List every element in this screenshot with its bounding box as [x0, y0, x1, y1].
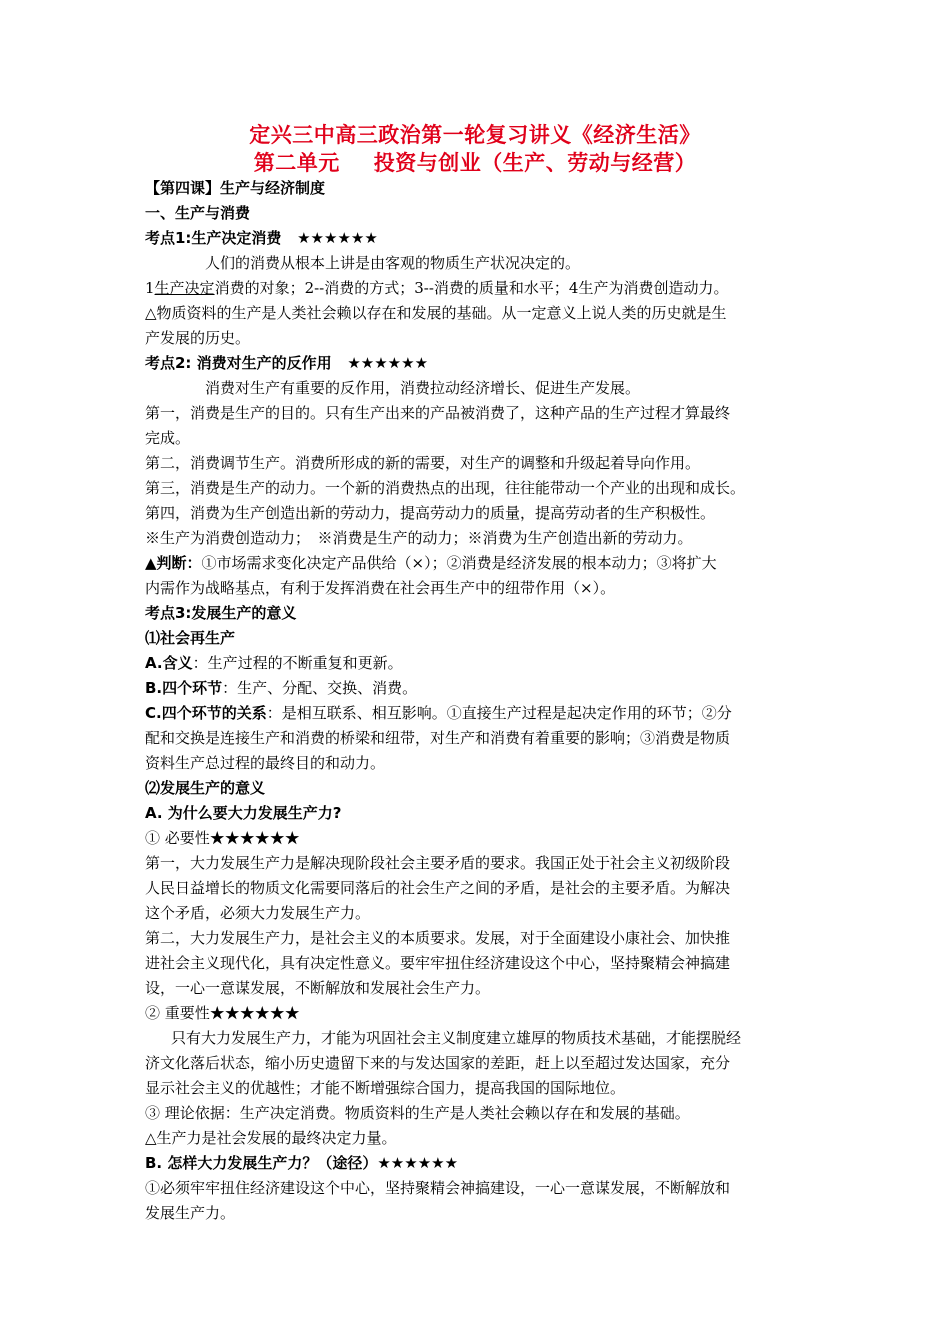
- importance-heading: [145, 1001, 811, 1026]
- paragraph-line: 发展生产力。: [145, 1204, 236, 1222]
- paragraph-line: 配和交换是连接生产和消费的桥梁和纽带，对生产和消费有着重要的影响；③消费是物质: [145, 729, 731, 747]
- paragraph-line: 第四，消费为生产创造出新的劳动力，提高劳动力的质量，提高劳动者的生产积极性。: [145, 504, 716, 522]
- key-point-2-heading: [145, 351, 811, 376]
- item-label: ② 重要性: [145, 1004, 210, 1022]
- paragraph: 人们的消费从根本上讲是由客观的物质生产状况决定的。: [205, 254, 581, 272]
- item-label: ① 必要性: [145, 829, 210, 847]
- paragraph-line: 这个矛盾，必须大力发展生产力。: [145, 904, 371, 922]
- item-label: A.含义: [145, 654, 193, 672]
- lesson-heading: 【第四课】生产与经济制度: [145, 179, 326, 197]
- question-heading: [145, 1151, 811, 1176]
- item-label: C.四个环节的关系: [145, 704, 267, 722]
- key-point-label: 考点2: 消费对生产的反作用: [145, 354, 332, 372]
- underlined-text: 生产决定: [154, 279, 215, 297]
- unit-number: 第二单元: [253, 151, 340, 175]
- key-point-label: 考点1:生产决定消费: [145, 229, 282, 247]
- star-rating: ★★★★★★: [297, 229, 378, 247]
- item-text: ：生产过程的不断重复和更新。: [192, 654, 403, 672]
- paragraph-line: 产发展的历史。: [145, 329, 251, 347]
- paragraph-line: 第三，消费是生产的动力。一个新的消费热点的出现，往往能带动一个产业的出现和成长。: [145, 479, 746, 497]
- key-point-3-heading: 考点3:发展生产的意义: [145, 604, 297, 622]
- item-label: B.四个环节: [145, 679, 223, 697]
- paragraph-line: 显示社会主义的优越性；才能不断增强综合国力，提高我国的国际地位。: [145, 1079, 626, 1097]
- paragraph-line: 人民日益增长的物质文化需要同落后的社会生产之间的矛盾，是社会的主要矛盾。为解决: [145, 879, 731, 897]
- paragraph-line: 第一，消费是生产的目的。只有生产出来的产品被消费了，这种产品的生产过程才算最终: [145, 404, 731, 422]
- document-title: 定兴三中高三政治第一轮复习讲义《经济生活》: [249, 123, 701, 147]
- judgement-text: ①市场需求变化决定产品供给（×）；②消费是经济发展的根本动力；③将扩大: [201, 554, 717, 572]
- question-heading: A. 为什么要大力发展生产力?: [145, 804, 342, 822]
- paragraph: [145, 276, 811, 301]
- definition-line: [145, 651, 811, 676]
- paragraph-line: 第二，大力发展生产力，是社会主义的本质要求。发展，对于全面建设小康社会、加快推: [145, 929, 731, 947]
- definition-line: [145, 701, 811, 726]
- paragraph-line: 内需作为战略基点，有利于发挥消费在社会再生产中的纽带作用（×）。: [145, 579, 616, 597]
- paragraph-text: 消费的对象；2--消费的方式；3--消费的质量和水平；4生产为消费创造动力。: [214, 279, 729, 297]
- paragraph-line: 济文化落后状态，缩小历史遗留下来的与发达国家的差距，赶上以至超过发达国家，充分: [145, 1054, 731, 1072]
- paragraph-line: 资料生产总过程的最终目的和动力。: [145, 754, 386, 772]
- paragraph-line: 设，一心一意谋发展，不断解放和发展社会生产力。: [145, 979, 491, 997]
- necessity-heading: [145, 826, 811, 851]
- paragraph-line: 完成。: [145, 429, 191, 447]
- star-rating: ★★★★★★: [377, 1154, 459, 1172]
- paragraph: 消费对生产有重要的反作用，消费拉动经济增长、促进生产发展。: [205, 379, 641, 397]
- document-body: [145, 176, 811, 1226]
- paragraph-line: 只有大力发展生产力，才能为巩固社会主义制度建立雄厚的物质技术基础，才能摆脱经: [171, 1029, 742, 1047]
- definition-line: [145, 676, 811, 701]
- subsection-heading: ⑵发展生产的意义: [145, 779, 266, 797]
- list-number: 1: [145, 279, 155, 297]
- paragraph-line: 第一，大力发展生产力是解决现阶段社会主要矛盾的要求。我国正处于社会主义初级阶段: [145, 854, 731, 872]
- star-rating: ★★★★★★: [209, 1004, 300, 1022]
- note-line: ※生产为消费创造动力； ※消费是生产的动力；※消费为生产创造出新的劳动力。: [145, 529, 693, 547]
- key-point-1-heading: [145, 226, 811, 251]
- item-text: ：生产、分配、交换、消费。: [222, 679, 418, 697]
- star-rating: ★★★★★★: [209, 829, 300, 847]
- paragraph-line: ①必须牢牢扭住经济建设这个中心，坚持聚精会神搞建设，一心一意谋发展，不断解放和: [145, 1179, 731, 1197]
- paragraph-line: 进社会主义现代化，具有决定性意义。要牢牢扭住经济建设这个中心，坚持聚精会神搞建: [145, 954, 731, 972]
- unit-title: [0, 149, 950, 177]
- question-label: B. 怎样大力发展生产力？（途径）: [145, 1154, 378, 1172]
- paragraph-line: 第二，消费调节生产。消费所形成的新的需要，对生产的调整和升级起着导向作用。: [145, 454, 701, 472]
- paragraph-line: △物质资料的生产是人类社会赖以存在和发展的基础。从一定意义上说人类的历史就是生: [145, 304, 727, 322]
- section-heading: 一、生产与消费: [145, 204, 251, 222]
- star-rating: ★★★★★★: [347, 354, 429, 372]
- subsection-heading: ⑴社会再生产: [145, 629, 236, 647]
- unit-name: 投资与创业（生产、劳动与经营）: [373, 151, 697, 175]
- note-line: △生产力是社会发展的最终决定力量。: [145, 1129, 397, 1147]
- judgement-line: [145, 551, 811, 576]
- judgement-label: ▲判断：: [145, 554, 202, 572]
- item-text: ：是相互联系、相互影响。①直接生产过程是起决定作用的环节；②分: [266, 704, 732, 722]
- paragraph-line: ③ 理论依据：生产决定消费。物质资料的生产是人类社会赖以存在和发展的基础。: [145, 1104, 690, 1122]
